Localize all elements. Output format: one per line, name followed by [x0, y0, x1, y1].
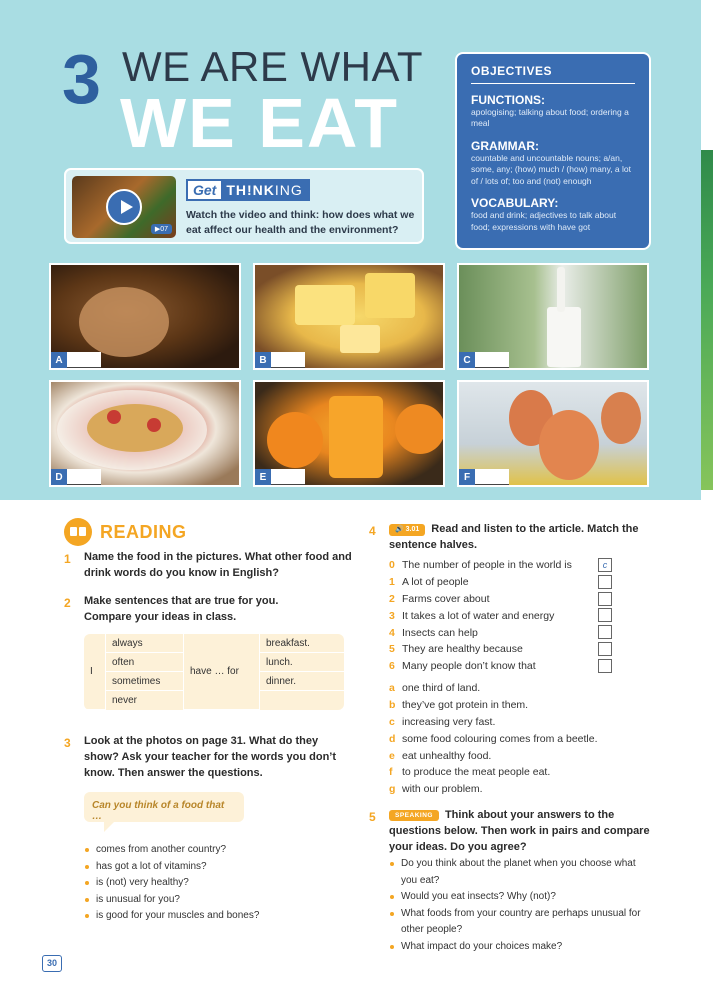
- answer-blank[interactable]: [67, 352, 101, 368]
- item-text: with our problem.: [402, 783, 483, 796]
- exercise-5-number: 5: [369, 810, 376, 824]
- photo-cereal: [49, 380, 241, 487]
- photo-cheese: [253, 263, 445, 370]
- item-text: Farms cover about: [402, 592, 490, 605]
- answer-box[interactable]: c: [598, 558, 612, 572]
- exercise-3-number: 3: [64, 736, 71, 750]
- item-letter: g: [389, 783, 396, 796]
- exercise-1-text: Name the food in the pictures. What other food and drink words do you know in English?: [84, 551, 352, 579]
- list-item: [389, 607, 619, 624]
- exercise-5-instructions: [389, 808, 654, 856]
- get-thinking-ing: ING: [274, 182, 303, 198]
- table-meal: dinner.: [260, 672, 344, 691]
- item-text: some food colouring comes from a beetle.: [402, 732, 598, 745]
- get-thinking-think: [221, 181, 307, 199]
- answer-box[interactable]: [598, 625, 612, 639]
- exercise-1-number: 1: [64, 552, 71, 566]
- list-item: [389, 591, 619, 608]
- item-letter: e: [389, 749, 395, 762]
- list-item: Do you think about the planet when you choose what you eat?: [389, 856, 651, 889]
- photo-label-c: [459, 352, 509, 368]
- sentence-halves-list: [389, 557, 619, 675]
- get-thinking-get: Get: [188, 181, 221, 199]
- reading-heading: [64, 518, 187, 546]
- answer-box[interactable]: [598, 659, 612, 673]
- item-number: 3: [389, 609, 395, 622]
- table-frequency: never: [106, 691, 184, 710]
- item-letter: f: [389, 766, 393, 779]
- list-item: comes from another country?: [84, 842, 344, 859]
- table-meal: breakfast.: [260, 634, 344, 653]
- item-number: 2: [389, 592, 395, 605]
- speaking-badge: SPEAKING: [389, 810, 439, 821]
- photo-label-b: [255, 352, 305, 368]
- speech-bubble: Can you think of a food that …: [84, 792, 244, 822]
- answer-blank[interactable]: [67, 469, 101, 485]
- list-item: What foods from your country are perhaps unusual for other people?: [389, 906, 651, 939]
- exercise-5-text: Think about your answers to the questions below. Then work in pairs and compare your ideas. Do you agree?: [389, 809, 650, 853]
- table-frequency: sometimes: [106, 672, 184, 691]
- item-text: It takes a lot of water and energy: [402, 609, 555, 622]
- answer-blank[interactable]: [271, 352, 305, 368]
- objectives-box: [455, 52, 651, 250]
- list-item: [389, 680, 649, 697]
- list-item: [389, 714, 649, 731]
- item-number: 0: [389, 559, 395, 572]
- get-thinking-prompt: Watch the video and think: how does what we eat affect our health and the environment?: [186, 209, 415, 236]
- item-text: A lot of people: [402, 576, 469, 589]
- exercise-4-text: Read and listen to the article. Match the sentence halves.: [389, 523, 639, 551]
- photo-letter: D: [51, 469, 67, 485]
- exercise-4-number: 4: [369, 524, 376, 538]
- objectives-functions-heading: FUNCTIONS:: [471, 93, 545, 107]
- unit-title-line1: WE ARE WHAT: [122, 43, 424, 90]
- get-thinking-box: [64, 168, 424, 244]
- unit-title-line2: WE EAT: [120, 84, 400, 162]
- list-item: is unusual for you?: [84, 892, 344, 909]
- objectives-title: OBJECTIVES: [471, 64, 635, 84]
- answer-box[interactable]: [598, 575, 612, 589]
- item-text: eat unhealthy food.: [402, 749, 492, 762]
- video-number-badge: ▶07: [151, 224, 172, 234]
- photo-label-a: [51, 352, 101, 368]
- item-text: The number of people in the world is: [402, 559, 572, 572]
- answer-blank[interactable]: [475, 469, 509, 485]
- reading-title: READING: [100, 521, 187, 542]
- table-meal-empty: [260, 691, 344, 710]
- photo-eggs: [457, 380, 649, 487]
- photo-label-d: [51, 469, 101, 485]
- sentence-endings-list: [389, 680, 649, 798]
- photo-letter: B: [255, 352, 271, 368]
- item-number: 4: [389, 626, 395, 639]
- exercise-3-bullets: [84, 842, 344, 925]
- photo-letter: C: [459, 352, 475, 368]
- item-text: Insects can help: [402, 626, 478, 639]
- list-item: [389, 624, 619, 641]
- photo-letter: A: [51, 352, 67, 368]
- table-meal: lunch.: [260, 653, 344, 672]
- list-item: [389, 641, 619, 658]
- page-edge-tab: [701, 150, 713, 490]
- list-item: Would you eat insects? Why (not)?: [389, 889, 651, 906]
- video-thumbnail[interactable]: [72, 176, 176, 238]
- exercise-3-text: Look at the photos on page 31. What do they show? Ask your teacher for the words you don’t know. Then answer the questions.: [84, 735, 337, 779]
- table-frequency: always: [106, 634, 184, 653]
- item-number: 6: [389, 660, 395, 673]
- item-letter: d: [389, 732, 396, 745]
- list-item: [389, 747, 649, 764]
- get-thinking-logo: [186, 179, 310, 201]
- photo-letter: E: [255, 469, 271, 485]
- answer-box[interactable]: [598, 592, 612, 606]
- exercise-2-number: 2: [64, 596, 71, 610]
- objectives-vocabulary-text: food and drink; adjectives to talk about food; expressions with have got: [471, 210, 617, 232]
- item-letter: a: [389, 682, 395, 695]
- exercise-5-bullets: [389, 856, 651, 955]
- objectives-functions-text: apologising; talking about food; ordering a meal: [471, 107, 629, 129]
- photo-letter: F: [459, 469, 475, 485]
- item-letter: b: [389, 699, 396, 712]
- unit-number: 3: [62, 40, 101, 118]
- item-text: they’ve got protein in them.: [402, 699, 529, 712]
- list-item: [389, 764, 649, 781]
- photo-label-e: [255, 469, 305, 485]
- photo-bread: [49, 263, 241, 370]
- photo-orange-juice: [253, 380, 445, 487]
- table-subject: I: [84, 634, 106, 710]
- objectives-vocabulary-heading: VOCABULARY:: [471, 196, 559, 211]
- item-text: Many people don’t know that: [402, 660, 536, 673]
- list-item: is (not) very healthy?: [84, 875, 344, 892]
- objectives-grammar-heading: GRAMMAR:: [471, 138, 539, 153]
- table-verb: have … for: [184, 634, 260, 710]
- exercise-4-instructions: [389, 522, 654, 554]
- list-item: is good for your muscles and bones?: [84, 908, 344, 925]
- list-item: [389, 557, 619, 574]
- item-text: increasing very fast.: [402, 715, 496, 728]
- get-thinking-think-text: TH!NK: [226, 182, 275, 198]
- book-icon: [64, 518, 92, 546]
- item-letter: c: [389, 715, 395, 728]
- list-item: [389, 574, 619, 591]
- item-text: to produce the meat people eat.: [402, 766, 551, 779]
- item-text: one third of land.: [402, 682, 481, 695]
- play-icon[interactable]: [106, 189, 142, 225]
- list-item: [389, 658, 619, 675]
- list-item: has got a lot of vitamins?: [84, 859, 344, 876]
- answer-box[interactable]: [598, 608, 612, 622]
- item-number: 1: [389, 576, 395, 589]
- objectives-grammar-text: countable and uncountable nouns; a/an, some, any; (how) much / (how) many, a lot of / lots of; too and (not) enough: [471, 152, 631, 186]
- list-item: [389, 781, 649, 798]
- answer-blank[interactable]: [475, 352, 509, 368]
- list-item: What impact do your choices make?: [389, 939, 651, 956]
- item-number: 5: [389, 643, 395, 656]
- sentence-builder-table: [84, 634, 344, 710]
- list-item: [389, 730, 649, 747]
- item-text: They are healthy because: [402, 643, 523, 656]
- photo-label-f: [459, 469, 509, 485]
- answer-box[interactable]: [598, 642, 612, 656]
- table-frequency: often: [106, 653, 184, 672]
- page-number: 30: [42, 955, 62, 972]
- photo-milk: [457, 263, 649, 370]
- list-item: [389, 697, 649, 714]
- exercise-2-text: Make sentences that are true for you. Compare your ideas in class.: [84, 595, 279, 623]
- answer-blank[interactable]: [271, 469, 305, 485]
- audio-track-badge[interactable]: 🔊 3.01: [389, 524, 425, 536]
